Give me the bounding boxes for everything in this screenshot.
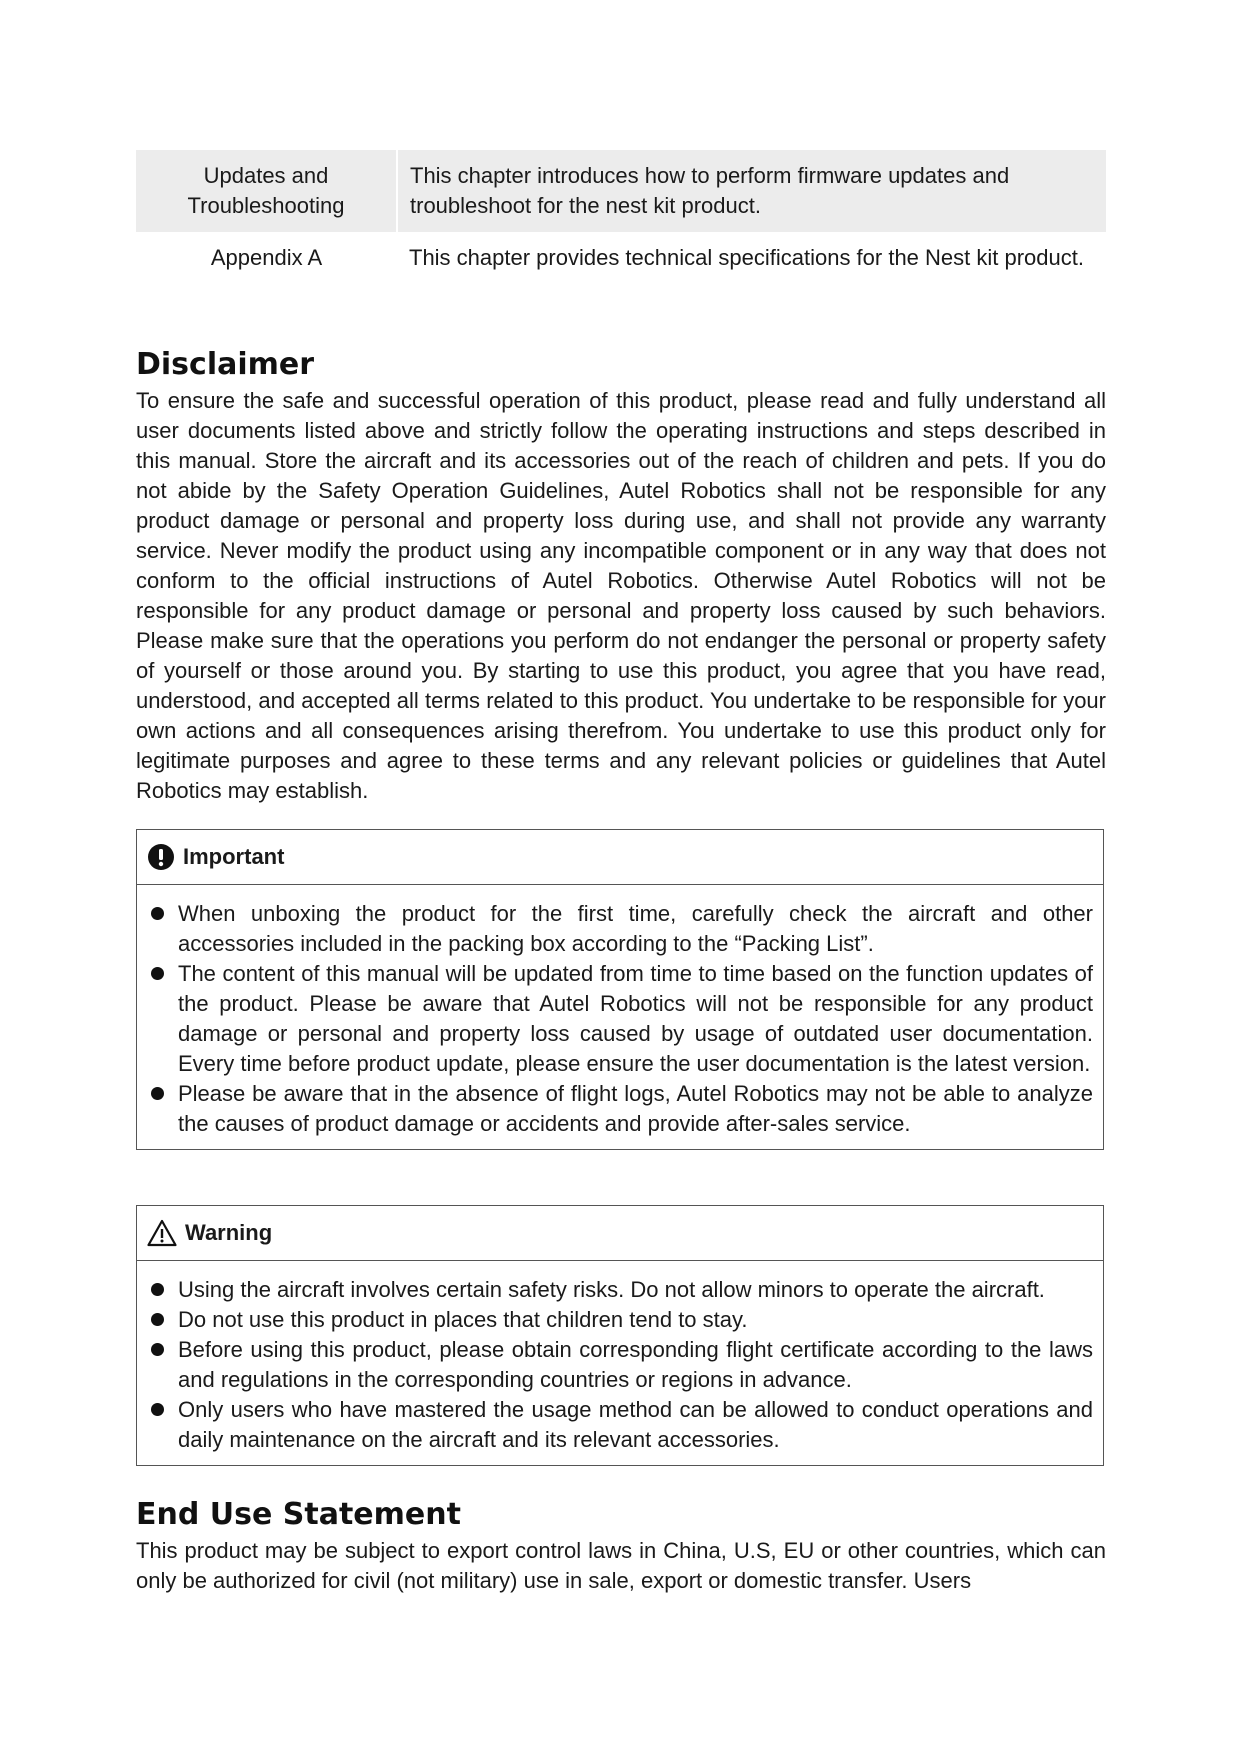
important-title: Important	[183, 844, 285, 869]
exclamation-circle-icon	[147, 843, 175, 871]
list-item: Please be aware that in the absence of flight logs, Autel Robotics may not be able to analyze the causes of product damage or accidents and provide after-sales service.	[147, 1079, 1093, 1139]
warning-title: Warning	[185, 1220, 273, 1245]
list-item: Only users who have mastered the usage method can be allowed to conduct operations and daily maintenance on the aircraft and its relevant accessories.	[147, 1395, 1093, 1455]
table-row	[136, 232, 1106, 284]
important-box	[136, 829, 1104, 1150]
chapter-name: Updates and Troubleshooting	[136, 150, 397, 232]
chapter-description: This chapter introduces how to perform firmware updates and troubleshoot for the nest kit product.	[397, 150, 1106, 232]
bullet-icon	[151, 907, 164, 920]
warning-header	[137, 1206, 1103, 1261]
list-item: Before using this product, please obtain corresponding flight certificate according to the laws and regulations in the corresponding countries or regions in advance.	[147, 1335, 1093, 1395]
warning-box	[136, 1205, 1104, 1466]
end-use-text: This product may be subject to export control laws in China, U.S, EU or other countries, which can only be authorized for civil (not military) use in sale, export or domestic transfer. Users	[136, 1538, 1106, 1593]
bullet-icon	[151, 1343, 164, 1356]
disclaimer-text: To ensure the safe and successful operation of this product, please read and fully understand all user documents listed above and strictly follow the operating instructions and steps described in this manual. Store the aircraft and its accessories out of the reach of children and pets. If you do not abide by the Safety Operation Guidelines, Autel Robotics shall not be responsible for any product damage or personal and property loss during use, and shall not provide any warranty service. Never modify the product using any incompatible component or in any way that does not conform to the official instructions of Autel Robotics. Otherwise Autel Robotics will not be responsible for any product damage or personal and property loss caused by such behaviors. Please make sure that the operations you perform do not endanger the personal or property safety of yourself or those around you. By starting to use this product, you agree that you have read, understood, and accepted all terms related to this product. You undertake to be responsible for your own actions and all consequences arising therefrom. You undertake to use this product only for legitimate purposes and agree to these terms and any relevant policies or guidelines that Autel Robotics may establish.	[136, 388, 1106, 803]
bullet-icon	[151, 967, 164, 980]
list-item: Using the aircraft involves certain safety risks. Do not allow minors to operate the aircraft.	[147, 1275, 1093, 1305]
list-item: When unboxing the product for the first time, carefully check the aircraft and other accessories included in the packing box according to the “Packing List”.	[147, 899, 1093, 959]
important-header	[137, 830, 1103, 885]
disclaimer-heading: Disclaimer	[136, 347, 315, 382]
important-list	[137, 885, 1103, 1149]
table-row	[136, 150, 1106, 232]
bullet-icon	[151, 1313, 164, 1326]
chapter-name: Appendix A	[210, 245, 323, 270]
chapter-table	[136, 150, 1106, 284]
chapter-description: This chapter provides technical specifications for the Nest kit product.	[409, 245, 1084, 270]
warning-triangle-icon	[147, 1219, 177, 1247]
bullet-icon	[151, 1087, 164, 1100]
bullet-icon	[151, 1283, 164, 1296]
bullet-icon	[151, 1403, 164, 1416]
list-item: The content of this manual will be updated from time to time based on the function updates of the product. Please be aware that Autel Robotics will not be responsible for any product damage or personal and property loss caused by usage of outdated user documentation. Every time before product update, please ensure the user documentation is the latest version.	[147, 959, 1093, 1079]
end-use-heading: End Use Statement	[136, 1497, 461, 1532]
warning-list	[137, 1261, 1103, 1465]
list-item: Do not use this product in places that children tend to stay.	[147, 1305, 1093, 1335]
